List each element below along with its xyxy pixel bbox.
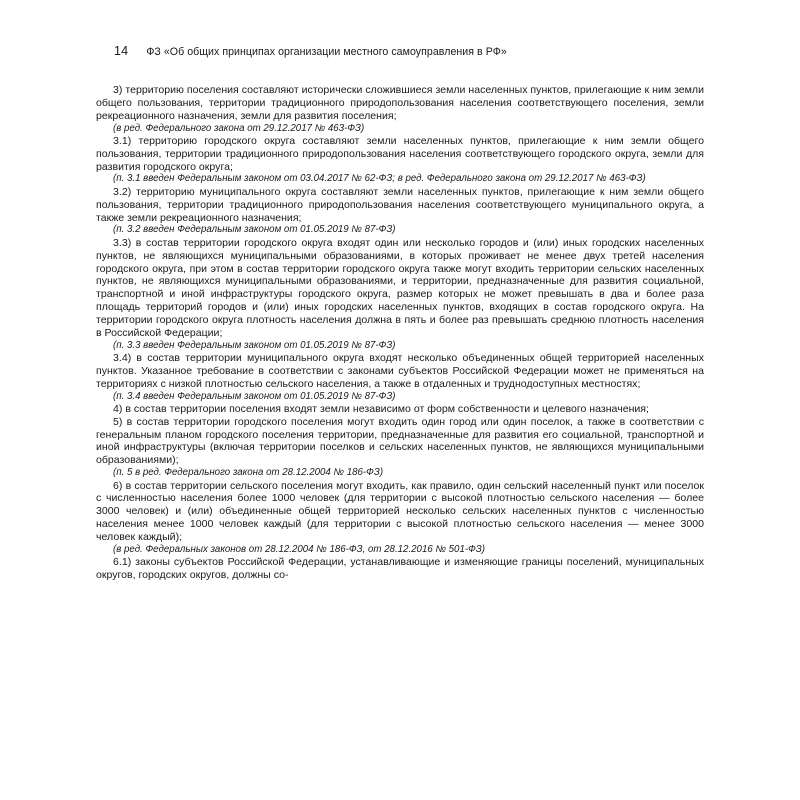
amendment-note: (п. 3.4 введен Федеральным законом от 01.05.2019 № 87-ФЗ) [113, 390, 396, 402]
paragraph: 3.1) территорию городского округа составляют земли населенных пунктов, прилегающие к ним земли общего пользования, территории традиционного природопользования населения соответствующего городского округа, земли для развития городского округа; [96, 134, 704, 173]
amendment-note: (в ред. Федерального закона от 29.12.2017 № 463-ФЗ) [113, 122, 365, 134]
amendment-note: (п. 3.2 введен Федеральным законом от 01.05.2019 № 87-ФЗ) [113, 224, 396, 236]
paragraph: 4) в состав территории поселения входят земли независимо от форм собственности и целевого назначения; [113, 402, 649, 415]
paragraph: 3.4) в состав территории муниципального округа входят несколько объединенных общей территорией населенных пунктов. Указанное требование в соответствии с законами субъектов Российской Федерации может не применяться на территориях с низкой плотностью сельского населения, а также в отдаленных и труднодоступных местностях; [96, 351, 704, 390]
amendment-note: (в ред. Федеральных законов от 28.12.2004 № 186-ФЗ, от 28.12.2016 № 501-ФЗ) [113, 543, 485, 555]
amendment-note: (п. 3.3 введен Федеральным законом от 01.05.2019 № 87-ФЗ) [113, 339, 396, 351]
paragraph: 3.3) в состав территории городского округа входят один или несколько городов и (или) иных городских населенных пунктов, не являющихся муниципальными образованиями, в которых проживает не менее двух третей населения городского округа, при этом в состав территории городского округа также могут входить территории сельских населенных пунктов, не являющихся муниципальными образованиями, и территории, предназначенные для развития социальной, транспортной и иной инфраструктуры городского округа, размер которых не может превышать в два и более раза площадь территорий городов и (или) иных городских населенных пунктов, входящих в состав городского округа. На территории городского округа плотность населения должна в пять и более раз превышать среднюю плотность населения в Российской Федерации; [96, 236, 704, 339]
paragraph: 3.2) территорию муниципального округа составляют земли населенных пунктов, прилегающие к ним земли общего пользования, территории традиционного природопользования населения соответствующего муниципального округа, а также земли рекреационного назначения; [96, 185, 704, 224]
page-header [114, 44, 704, 58]
paragraph: 6.1) законы субъектов Российской Федерации, устанавливающие и изменяющие границы поселений, муниципальных округов, городских округов, должны со- [96, 556, 704, 581]
page-number: 14 [114, 44, 129, 58]
page-body [96, 84, 704, 582]
paragraph: 3) территорию поселения составляют исторически сложившиеся земли населенных пунктов, прилегающие к ним земли общего пользования, территории традиционного природопользования населения соответствующего поселения, земли рекреационного назначения, земли для развития поселения; [96, 84, 704, 122]
amendment-note: (п. 5 в ред. Федерального закона от 28.12.2004 № 186-ФЗ) [113, 467, 384, 479]
paragraph: 5) в состав территории городского поселения могут входить один город или один поселок, а также в соответствии с генеральным планом городского поселения территории, предназначенные для развития его социальной, транспортной и иной инфраструктуры (включая территории поселков и сельских населенных пунктов, не являющихся муниципальными образованиями); [96, 415, 704, 467]
running-header-title: ФЗ «Об общих принципах организации местного самоуправления в РФ» [146, 46, 507, 58]
paragraph: 6) в состав территории сельского поселения могут входить, как правило, один сельский населенный пункт или поселок с численностью населения более 1000 человек (для территории с высокой плотностью сельского населения — более 3000 человек) и (или) объединенные общей территорией несколько сельских населенных пунктов с численностью населения менее 1000 человек каждый (для территории с высокой плотностью сельского населения — менее 3000 человек каждый); [96, 479, 704, 543]
amendment-note: (п. 3.1 введен Федеральным законом от 03.04.2017 № 62-ФЗ; в ред. Федерального закона от 29.12.2017 № 463-ФЗ) [113, 173, 646, 185]
